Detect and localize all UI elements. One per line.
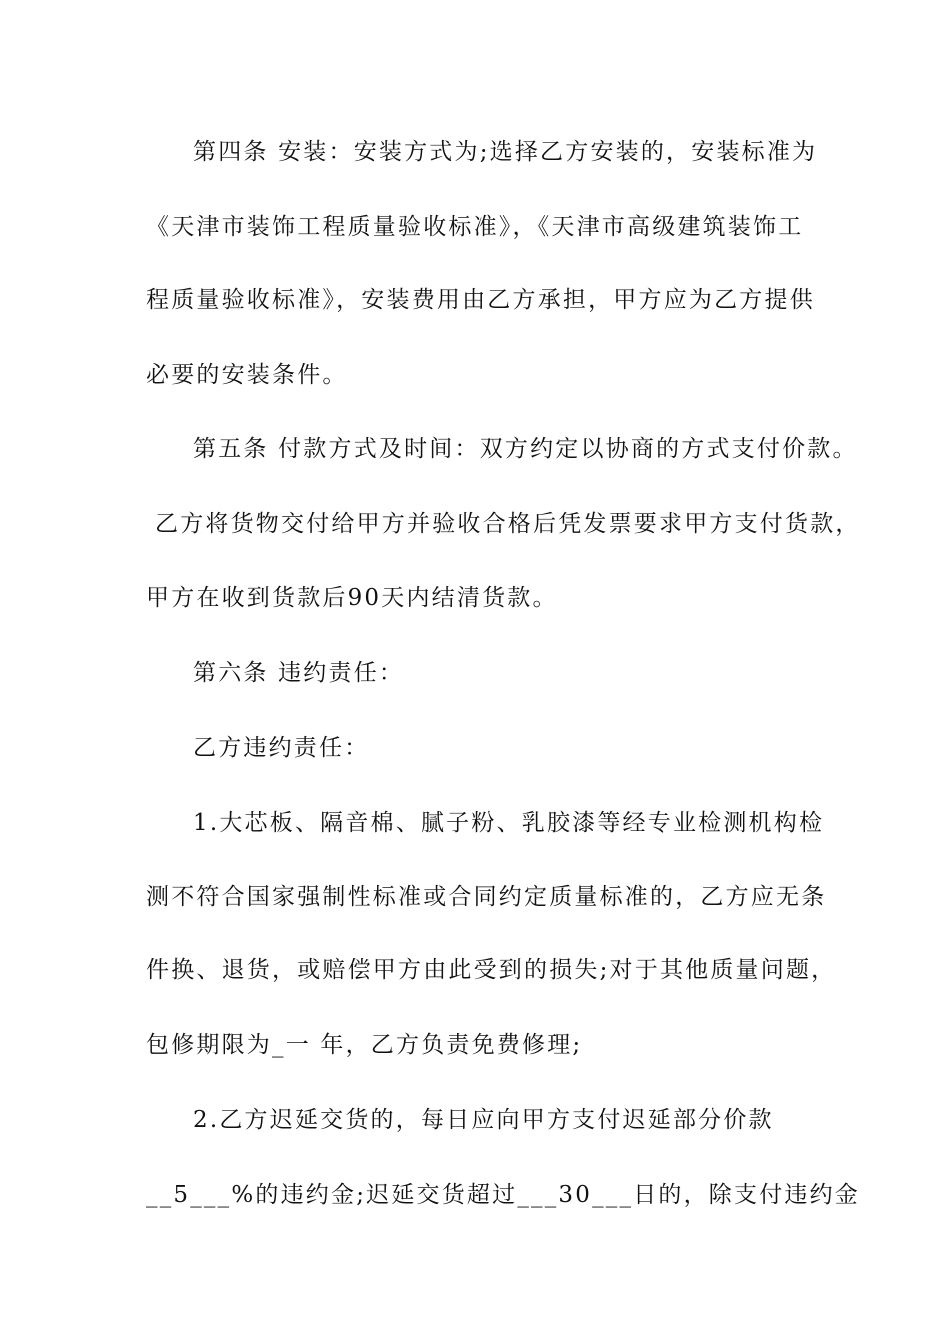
clause-2-line-1: 2.乙方迟延交货的，每日应向甲方支付迟延部分价款: [193, 1107, 774, 1133]
article-5-line-3: 甲方在收到货款后90天内结清货款。: [146, 585, 558, 611]
clause-2-line-2: __5___%的违约金;迟延交货超过___30___日的，除支付违约金: [146, 1182, 861, 1208]
party-b-liability-heading: 乙方违约责任：: [193, 735, 370, 761]
article-5-line-2: 乙方将货物交付给甲方并验收合格后凭发票要求甲方支付货款，: [155, 511, 861, 537]
article-4-line-3: 程质量验收标准》，安装费用由乙方承担，甲方应为乙方提供: [146, 287, 815, 313]
clause-1-line-1: 1.大芯板、隔音棉、腻子粉、乳胶漆等经专业检测机构检: [193, 810, 825, 836]
article-4-line-2: 《天津市装饰工程质量验收标准》，《天津市高级建筑装饰工: [146, 214, 804, 240]
article-4-line-1: 第四条 安装：安装方式为;选择乙方安装的，安装标准为: [193, 139, 818, 165]
clause-1-line-2: 测不符合国家强制性标准或合同约定质量标准的，乙方应无条: [146, 884, 827, 910]
clause-1-line-4: 包修期限为_一 年，乙方负责免费修理;: [146, 1032, 583, 1058]
article-6-heading: 第六条 违约责任：: [193, 660, 405, 686]
article-4-line-4: 必要的安装条件。: [146, 362, 348, 388]
article-5-line-1: 第五条 付款方式及时间：双方约定以协商的方式支付价款。: [193, 436, 858, 462]
clause-1-line-3: 件换、退货，或赔偿甲方由此受到的损失;对于其他质量问题，: [146, 957, 837, 983]
